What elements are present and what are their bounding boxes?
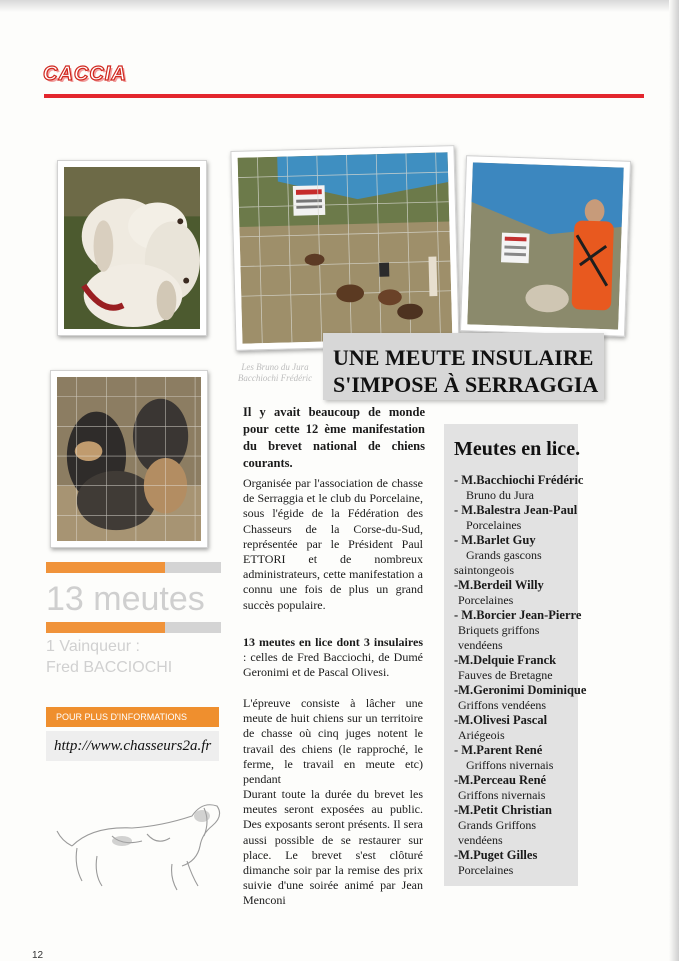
photo-griffon-dogs [50,370,208,548]
entrant-name: - M.Parent René [454,743,543,757]
list-item [454,608,582,653]
entrant-name: - M.Borcier Jean-Pierre [454,608,582,622]
winner-line-2: Fred BACCIOCHI [46,659,173,676]
headline-line-2: S'IMPOSE À SERRAGGIA [333,372,599,397]
photo-hunter-with-sign [460,155,631,337]
list-item [454,713,578,743]
paragraph-2-rest: : celles de Fred Bacciochi, de Dumé Geronimi et de Pascal Olivesi. [243,650,423,680]
entrant-breed: Bruno du Jura [466,488,534,502]
entrant-name: -M.Perceau René [454,773,547,787]
list-item [454,743,578,773]
scan-edge-top [0,0,679,12]
article-paragraph-2 [243,635,423,681]
header-rule [44,94,644,98]
page-number: 12 [32,950,44,961]
entrant-breed: Griffons nivernais [458,788,546,802]
entrant-breed: Fauves de Bretagne [458,668,553,682]
list-item [454,578,578,608]
list-item [454,653,578,683]
stat-bar-top-fill [46,562,165,573]
headline-line-1: UNE MEUTE INSULAIRE [333,345,594,370]
entrant-name: -M.Delquie Franck [454,653,557,667]
entrant-name: - M.Bacchiochi Frédéric [454,473,584,487]
meutes-list-title: Meutes en lice. [454,438,581,460]
list-item [454,848,578,878]
entrant-name: - M.Barlet Guy [454,533,536,547]
list-item [454,533,578,578]
photo-caption: Les Bruno du Jura Bacchiochi Frédéric [237,362,313,383]
more-info-banner: POUR PLUS D'INFORMATIONS [46,707,219,727]
list-item [454,683,587,713]
website-link[interactable]: http://www.chasseurs2a.fr [46,731,219,761]
meutes-list-box [444,424,587,886]
entrant-name: -M.Petit Christian [454,803,552,817]
entrant-name: -M.Puget Gilles [454,848,538,862]
article-headline [323,333,604,400]
stat-bar-bottom-fill [46,622,165,633]
entrant-breed: Griffons vendéens [458,698,547,712]
dog-sketch-illustration [52,786,232,896]
winner-label [46,636,172,678]
entrant-breed: Grands gascons saintongeois [454,548,542,577]
paragraph-2-lead: 13 meutes en lice dont 3 insulaires [243,635,423,649]
meutes-count-stat: 13 meutes [46,580,205,618]
list-item [454,773,578,803]
stat-bar-top [46,562,221,573]
photo-white-hounds [57,160,207,336]
stat-bar-bottom [46,622,221,633]
entrant-name: -M.Geronimi Dominique [454,683,587,697]
article-paragraph-3: L'épreuve consiste à lâcher une meute de huit chiens sur un territoire de chasse où cinq juges notent le travail des chiens (le rapproché, le ferme, le travail en meute etc) pendant [243,696,423,787]
entrant-breed: Briquets griffons vendéens [458,623,540,652]
entrant-name: -M.Berdeil Willy [454,578,544,592]
entrant-breed: Griffons nivernais [466,758,554,772]
scan-edge-right [669,0,679,961]
entrant-name: -M.Olivesi Pascal [454,713,548,727]
entrant-breed: Porcelaines [466,518,522,532]
list-item [454,473,584,503]
list-item [454,803,578,848]
entrant-breed: Ariégeois [458,728,505,742]
entrant-name: - M.Balestra Jean-Paul [454,503,578,517]
article-paragraph-1: Organisée par l'association de chasse de Serraggia et le club du Porcelaine, sous l'égide de la Fédération des Chasseurs de la Corse-du-Sud, représentée par le Président Paul ETTORI et de nombreux administrateurs, cette manifestation a connu une fois de plus un grand succès populaire. [243,476,423,612]
photo-kennel-enclosure [230,145,459,351]
entrant-breed: Grands Griffons vendéens [458,818,537,847]
article-paragraph-4: Durant toute la durée du brevet les meutes seront exposées au public. Des exposants seront présents. Il sera aussi possible de se restaurer sur place. Le brevet s'est clôturé dimanche soir par la remise des prix suivie d'une soirée animé par Jean Menconi [243,787,423,908]
entrant-breed: Porcelaines [458,863,514,877]
entrant-breed: Porcelaines [458,593,514,607]
article-intro: Il y avait beaucoup de monde pour cette 12 ème manifestation du brevet national de chiens courants. [243,405,425,470]
winner-line-1: 1 Vainqueur : [46,638,140,655]
magazine-section-logo: CACCIA [43,63,127,85]
list-item [454,503,578,533]
